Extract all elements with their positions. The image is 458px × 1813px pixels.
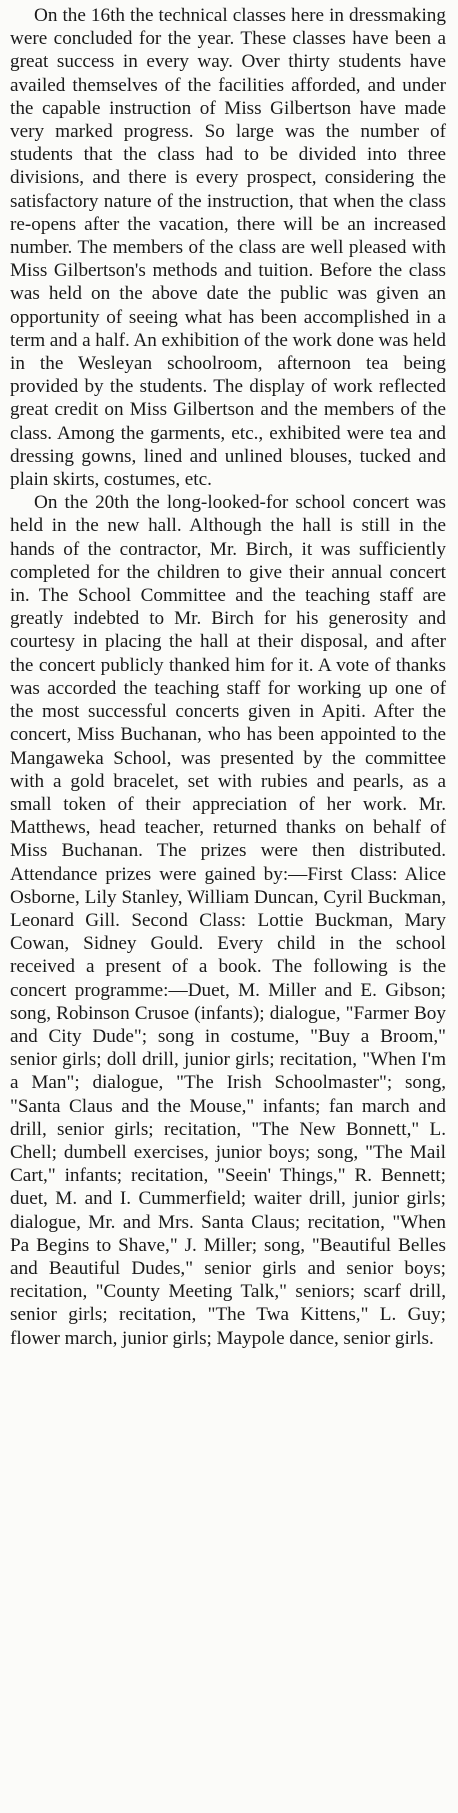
- paragraph-school-concert: On the 20th the long-looked-for school concert was held in the new hall. Although the hall is still in the hands of the contractor, Mr. Birch, it was sufficiently completed for the children to give their annual concert in. The School Committee and the teaching staff are greatly indebted to Mr. Birch for his generosity and courtesy in placing the hall at their disposal, and after the concert publicly thanked him for it. A vote of thanks was accorded the teaching staff for working up one of the most successful concerts given in Apiti. After the concert, Miss Buchanan, who has been appointed to the Mangaweka School, was presented by the committee with a gold bracelet, set with rubies and pearls, as a small token of their appreciation of her work. Mr. Matthews, head teacher, returned thanks on behalf of Miss Buchanan. The prizes were then distributed. Attendance prizes were gained by:—First Class: Alice Osborne, Lily Stanley, William Duncan, Cyril Buckman, Leonard Gill. Second Class: Lottie Buckman, Mary Cowan, Sidney Gould. Every child in the school received a present of a book. The following is the concert programme:—Duet, M. Miller and E. Gibson; song, Robinson Crusoe (infants); dialogue, "Farmer Boy and City Dude"; song in costume, "Buy a Broom," senior girls; doll drill, junior girls; recitation, "When I'm a Man"; dialogue, "The Irish Schoolmaster"; song, "Santa Claus and the Mouse," infants; fan march and drill, senior girls; recitation, "The New Bonnett," L. Chell; dumbell exercises, junior boys; song, "The Mail Cart," infants; recitation, "Seein' Things," R. Bennett; duet, M. and I. Cummerfield; waiter drill, junior girls; dialogue, Mr. and Mrs. Santa Claus; recitation, "When Pa Begins to Shave," J. Miller; song, "Beautiful Belles and Beautiful Dudes," senior girls and senior boys; recitation, "County Meeting Talk," seniors; scarf drill, senior girls; recitation, "The Twa Kittens," L. Guy; flower march, junior girls; Maypole dance, senior girls.: [10, 492, 446, 1349]
- paragraph-dressmaking-classes: On the 16th the technical classes here in dressmaking were concluded for the year. These classes have been a great success in every way. Over thirty students have availed themselves of the facilities afforded, and under the capable instruction of Miss Gilbertson have made very marked progress. So large was the number of students that the class had to be divided into three divisions, and there is every prospect, considering the satisfactory nature of the instruction, that when the class re-opens after the vacation, there will be an increased number. The members of the class are well pleased with Miss Gilbertson's methods and tuition. Before the class was held on the above date the public was given an opportunity of seeing what has been accomplished in a term and a half. An exhibition of the work done was held in the Wesleyan schoolroom, afternoon tea being provided by the students. The display of work reflected great credit on Miss Gilbertson and the members of the class. Among the garments, etc., exhibited were tea and dressing gowns, lined and unlined blouses, tucked and plain skirts, costumes, etc.: [10, 5, 446, 491]
